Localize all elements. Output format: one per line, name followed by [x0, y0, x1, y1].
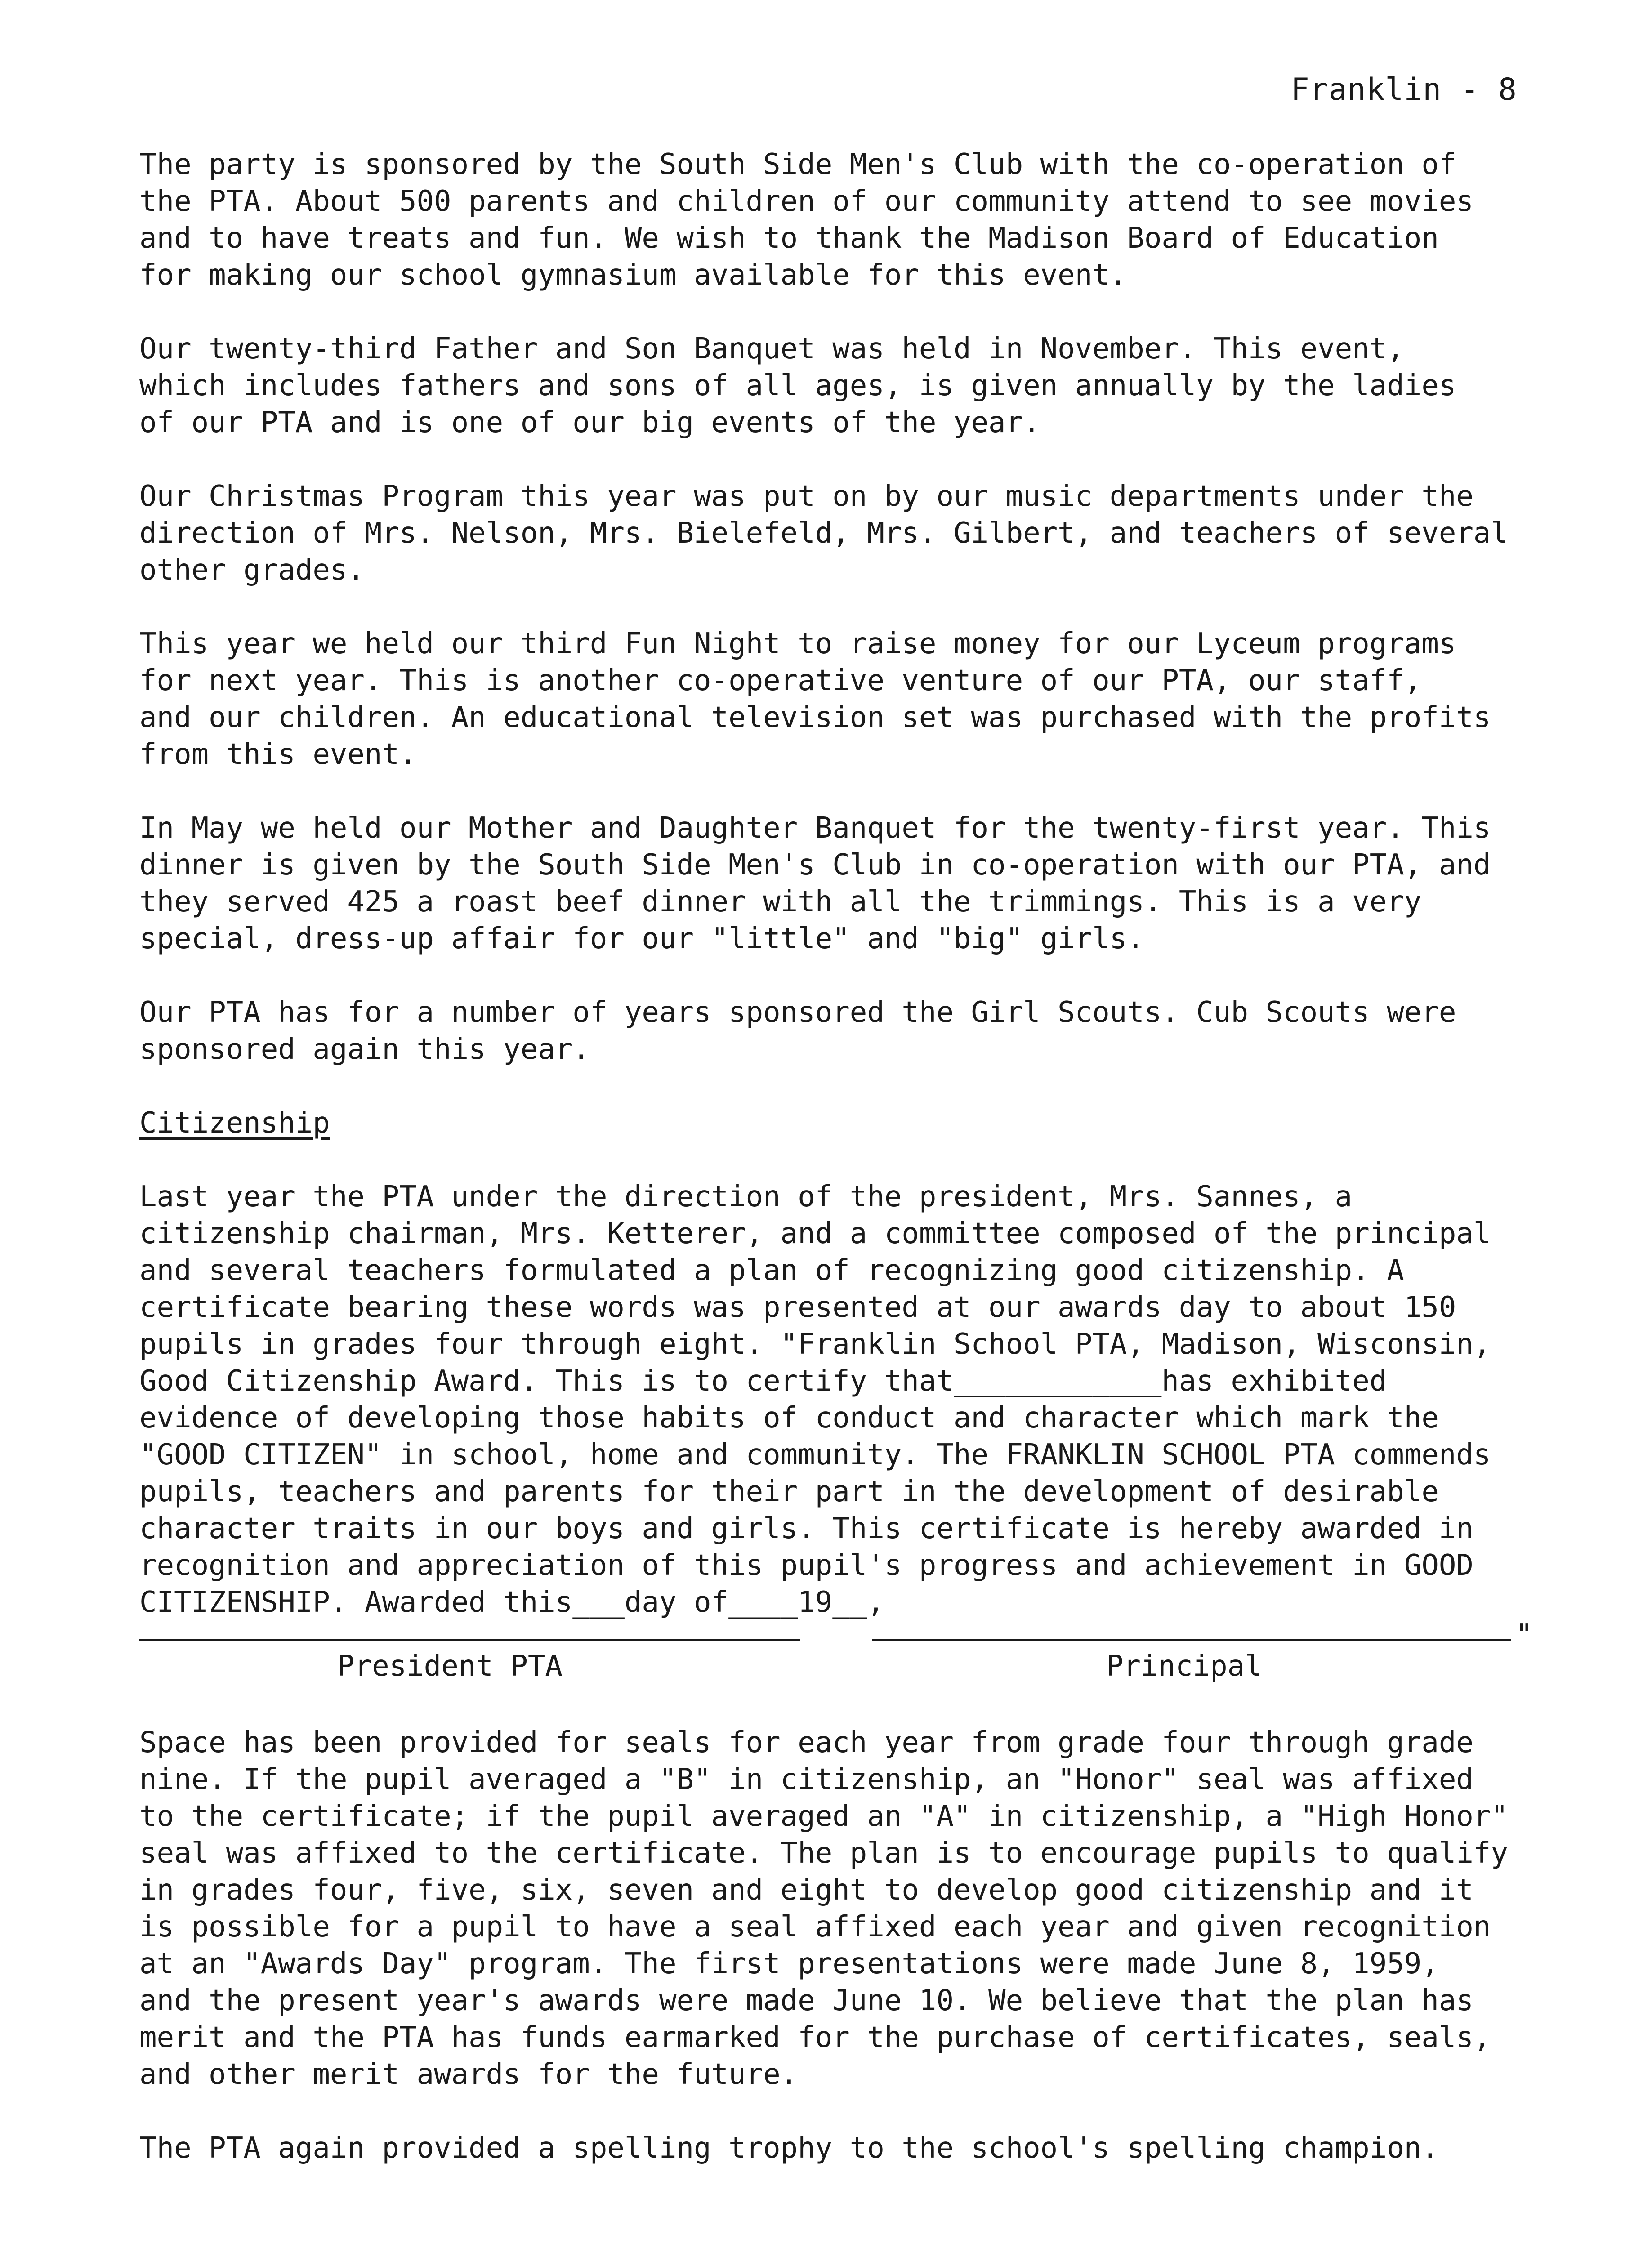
- paragraph-seals: Space has been provided for seals for each year from grade four through grade nine. If the pupil averaged a "B" in citizenship, an "Honor" seal was affixed to the certificate; if the pupil averaged an "A" in citizenship, a "High Honor" seal was affixed to the certificate. The plan is to encourage pupils to qualify in grades four, five, six, seven and eight to develop good citizenship and it is possible for a pupil to have a seal affixed each year and given recognition at an "Awards Day" program. The first presentations were made June 8, 1959, and the present year's awards were made June 10. We believe that the plan has merit and the PTA has funds earmarked for the purchase of certificates, seals, and other merit awards for the future.: [139, 1726, 1508, 2091]
- paragraph-scouts: Our PTA has for a number of years sponsored the Girl Scouts. Cub Scouts were sponsored again this year.: [139, 996, 1456, 1066]
- paragraph-spelling-trophy: The PTA again provided a spelling trophy to the school's spelling champion.: [139, 2132, 1439, 2165]
- section-heading-citizenship: Citizenship: [139, 1106, 330, 1140]
- signature-line-president: [139, 1639, 800, 1641]
- signature-block: [139, 1618, 1556, 1697]
- paragraph-citizenship-certificate: Last year the PTA under the direction of the president, Mrs. Sannes, a citizenship chairman, Mrs. Ketterer, and a committee composed of the principal and several teachers formulated a plan of recognizing good citizenship. A certificate bearing these words was presented at our awards day to about 150 pupils in grades four through eight. "Franklin School PTA, Madison, Wisconsin, Good Citizenship Award. This is to certify that____________has exhibited evidence of developing those habits of conduct and character which mark the "GOOD CITIZEN" in school, home and community. The FRANKLIN SCHOOL PTA commends pupils, teachers and parents for their part in the development of desirable character traits in our boys and girls. This certificate is hereby awarded in recognition and appreciation of this pupil's progress and achievement in GOOD CITIZENSHIP. Awarded this___day of____19__,: [139, 1180, 1491, 1619]
- paragraph-mother-daughter-banquet: In May we held our Mother and Daughter Banquet for the twenty-first year. This dinner is given by the South Side Men's Club in co-operation with our PTA, and they served 425 a roast beef dinner with all the trimmings. This is a very special, dress-up affair for our "little" and "big" girls.: [139, 812, 1491, 955]
- signature-label-president: President PTA: [337, 1650, 563, 1683]
- document-body: [139, 146, 1556, 2203]
- signature-line-principal: [872, 1639, 1511, 1641]
- paragraph-fun-night: This year we held our third Fun Night to raise money for our Lyceum programs for next year. This is another co-operative venture of our PTA, our staff, and our children. An educational television set was purchased with the profits from this event.: [139, 627, 1491, 771]
- paragraph-christmas-program: Our Christmas Program this year was put on by our music departments under the direction of Mrs. Nelson, Mrs. Bielefeld, Mrs. Gilbert, and teachers of several other grades.: [139, 480, 1508, 587]
- signature-label-principal: Principal: [1106, 1650, 1262, 1683]
- paragraph-party: The party is sponsored by the South Side Men's Club with the co-operation of the PTA. About 500 parents and children of our community attend to see movies and to have treats and fun. We wish to thank the Madison Board of Education for making our school gymnasium available for this event.: [139, 148, 1473, 292]
- page-header-label: Franklin - 8: [1290, 72, 1517, 107]
- paragraph-father-son-banquet: Our twenty-third Father and Son Banquet was held in November. This event, which includes fathers and sons of all ages, is given annually by the ladies of our PTA and is one of our big events of the year.: [139, 332, 1456, 439]
- closing-quote-mark: ": [1515, 1618, 1533, 1651]
